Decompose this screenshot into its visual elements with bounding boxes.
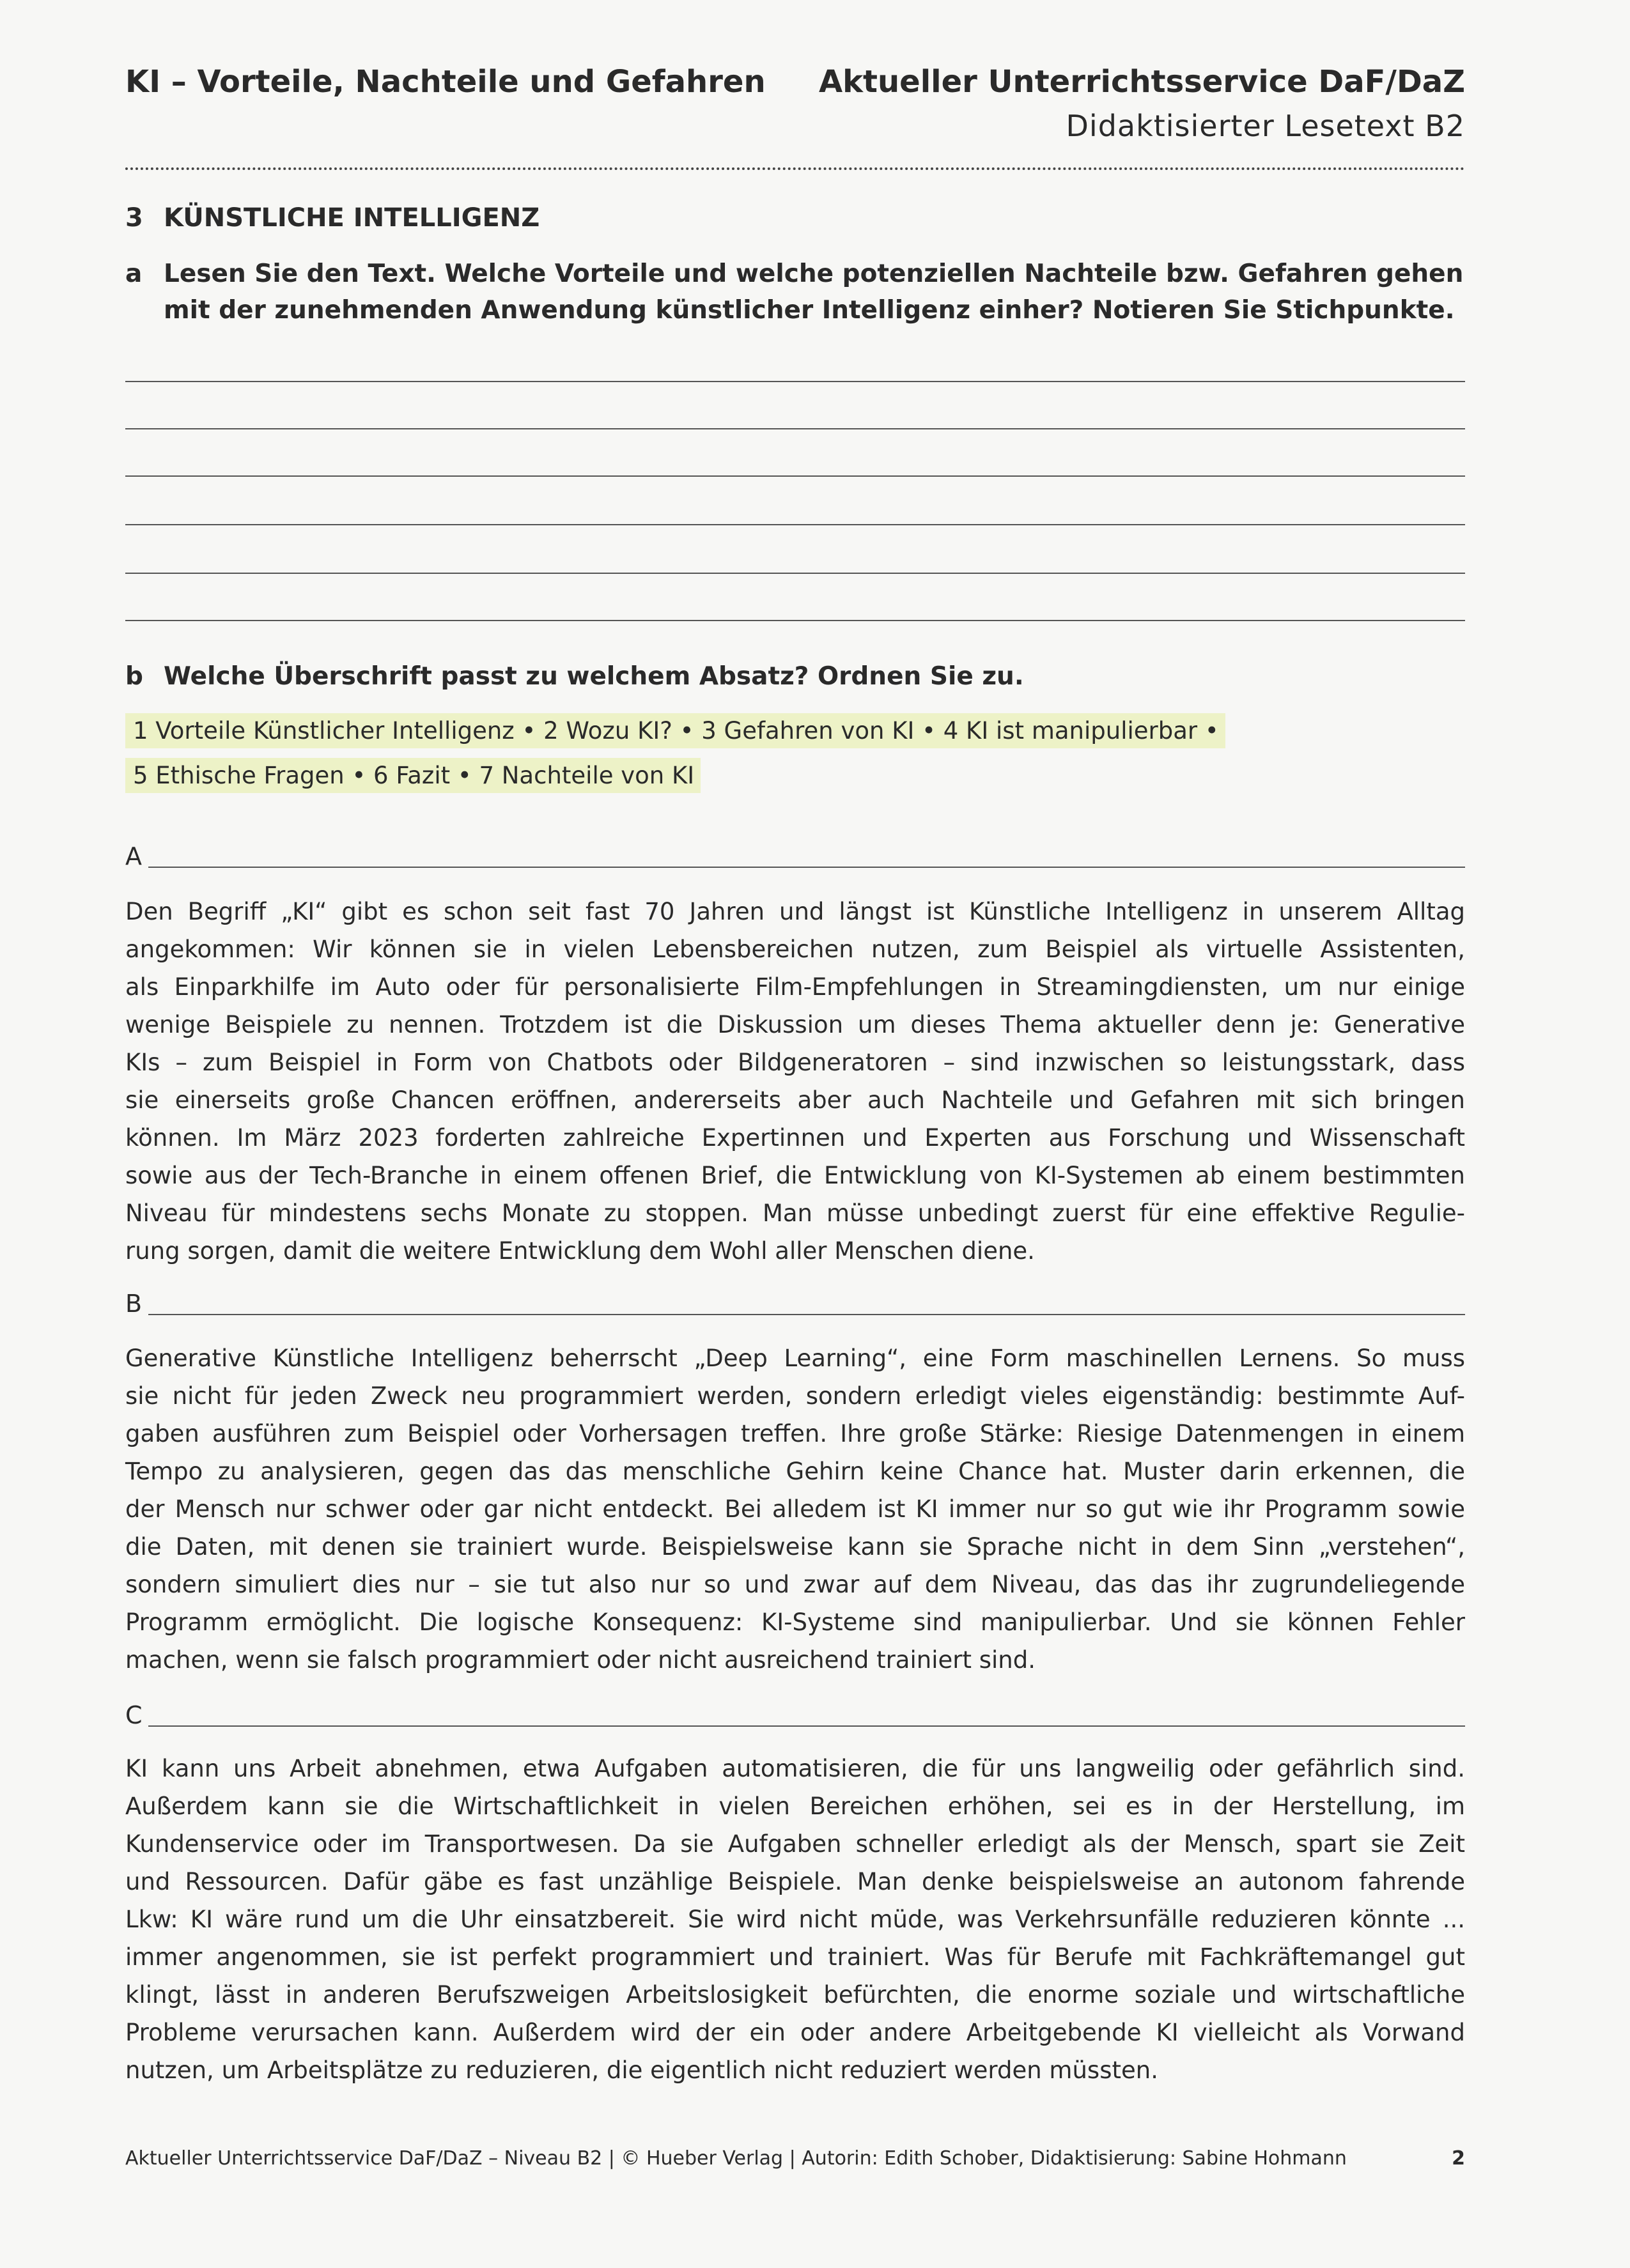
task-b-instruction: Welche Überschrift passt zu welchem Absatz? Ordnen Sie zu. (164, 662, 1024, 691)
text-line: der Mensch nur schwer oder gar nicht entdeckt. Bei alledem ist KI immer nur so gut wie ihr Programm sowie (125, 1495, 1465, 1523)
document-subtitle: Didaktisierter Lesetext B2 (1066, 109, 1465, 143)
notes-line[interactable] (125, 428, 1465, 429)
document-title: KI – Vorteile, Nachteile und Gefahren (125, 64, 766, 100)
notes-line[interactable] (125, 524, 1465, 525)
notes-line[interactable] (125, 620, 1465, 621)
text-line: sondern simuliert dies nur – sie tut also nur so und zwar auf dem Niveau, das das ihr zugrundeliegende (125, 1571, 1465, 1598)
text-line: Kundenservice oder im Transportwesen. Da sie Aufgaben schneller erledigt als der Mensch, spart sie Zeit (125, 1830, 1465, 1858)
task-a-instruction: Lesen Sie den Text. Welche Vorteile und welche potenziellen Nachteile bzw. Gefahren gehen mit der zunehmenden Anwendung künstlicher Intelligenz einher? Notieren Sie Stichpunkte. (164, 259, 1464, 325)
section-heading (125, 203, 539, 233)
notes-line[interactable] (125, 573, 1465, 574)
section-number: 3 (125, 203, 143, 233)
task-a (125, 256, 1468, 328)
section-title: KÜNSTLICHE INTELLIGENZ (164, 203, 540, 233)
headings-highlight: 1 Vorteile Künstlicher Intelligenz • 2 Wozu KI? • 3 Gefahren von KI • 4 KI ist manipulierbar • (125, 713, 1225, 748)
task-a-label: a (125, 259, 143, 288)
paragraph-a-heading-line[interactable] (148, 867, 1465, 868)
text-line: und Ressourcen. Dafür gäbe es fast unzählige Beispiele. Man denke beispielsweise an autonom fahrende (125, 1868, 1465, 1895)
text-line: Probleme verursachen kann. Außerdem wird der ein oder andere Arbeitgebende KI vielleicht als Vorwand (125, 2019, 1465, 2046)
text-line: KI kann uns Arbeit abnehmen, etwa Aufgaben automatisieren, die für uns langweilig oder gefährlich sind. (125, 1755, 1465, 1782)
text-line: gaben ausführen zum Beispiel oder Vorhersagen treffen. Ihre große Stärke: Riesige Datenmengen in einem (125, 1420, 1465, 1447)
paragraph-b-label: B (125, 1290, 143, 1318)
task-b (125, 658, 1468, 695)
text-line: Den Begriff „KI“ gibt es schon seit fast 70 Jahren und längst ist Künstliche Intelligenz in unserem Alltag (125, 898, 1465, 925)
notes-line[interactable] (125, 381, 1465, 382)
paragraph-b-heading-line[interactable] (148, 1314, 1465, 1315)
paragraph-a-label: A (125, 842, 142, 870)
text-line: rung sorgen, damit die weitere Entwicklung dem Wohl aller Menschen diene. (125, 1237, 1035, 1265)
headings-highlight: 5 Ethische Fragen • 6 Fazit • 7 Nachteile von KI (125, 758, 701, 793)
page-number: 2 (1452, 2147, 1465, 2170)
text-line: Programm ermöglicht. Die logische Konsequenz: KI-Systeme sind manipulierbar. Und sie können Fehler (125, 1608, 1465, 1636)
task-b-label: b (125, 662, 143, 691)
paragraph-c-text (125, 1750, 1465, 2089)
text-line: wenige Beispiele zu nennen. Trotzdem ist die Diskussion um dieses Thema aktueller denn je: Generative (125, 1011, 1465, 1038)
text-line: sowie aus der Tech-Branche in einem offenen Brief, die Entwicklung von KI-Systemen ab einem bestimmten (125, 1162, 1465, 1189)
text-line: Tempo zu analysieren, gegen das das menschliche Gehirn keine Chance hat. Muster darin erkennen, die (125, 1458, 1465, 1485)
text-line: immer angenommen, sie ist perfekt programmiert und trainiert. Was für Berufe mit Fachkräftemangel gut (125, 1943, 1465, 1971)
text-line: Außerdem kann sie die Wirtschaftlichkeit in vielen Bereichen erhöhen, sei es in der Herstellung, im (125, 1793, 1465, 1820)
paragraph-b-text (125, 1339, 1465, 1679)
text-line: sie nicht für jeden Zweck neu programmiert werden, sondern erledigt vieles eigenständig: bestimmte Auf- (125, 1382, 1465, 1410)
text-line: sie einerseits große Chancen eröffnen, andererseits aber auch Nachteile und Gefahren mit sich bringen (125, 1086, 1465, 1114)
paragraph-a-text (125, 893, 1465, 1270)
text-line: machen, wenn sie falsch programmiert oder nicht ausreichend trainiert sind. (125, 1646, 1036, 1674)
paragraph-c-label: C (125, 1701, 143, 1729)
text-line: die Daten, mit denen sie trainiert wurde. Beispielsweise kann sie Sprache nicht in dem Sinn „verstehen“, (125, 1533, 1465, 1561)
text-line: angekommen: Wir können sie in vielen Lebensbereichen nutzen, zum Beispiel als virtuelle Assistenten, (125, 936, 1465, 963)
headings-list-line-1 (125, 708, 1225, 754)
publisher-series: Aktueller Unterrichtsservice DaF/DaZ (818, 64, 1465, 100)
text-line: KIs – zum Beispiel in Form von Chatbots oder Bildgeneratoren – sind inzwischen so leistungsstark, dass (125, 1049, 1465, 1076)
text-line: Lkw: KI wäre rund um die Uhr einsatzbereit. Sie wird nicht müde, was Verkehrsunfälle reduzieren könnte ... (125, 1906, 1465, 1933)
text-line: als Einparkhilfe im Auto oder für personalisierte Film-Empfehlungen in Streamingdiensten, um nur einige (125, 973, 1465, 1001)
header-divider (125, 167, 1465, 170)
footer-credits: Aktueller Unterrichtsservice DaF/DaZ – Niveau B2 | © Hueber Verlag | Autorin: Edith Schober, Didaktisierung: Sabine Hohmann (125, 2147, 1347, 2170)
text-line: Niveau für mindestens sechs Monate zu stoppen. Man müsse unbedingt zuerst für eine effektive Regulie- (125, 1200, 1465, 1227)
text-line: nutzen, um Arbeitsplätze zu reduzieren, die eigentlich nicht reduziert werden müssten. (125, 2056, 1158, 2084)
text-line: Generative Künstliche Intelligenz beherrscht „Deep Learning“, eine Form maschinellen Lernens. So muss (125, 1345, 1465, 1372)
text-line: klingt, lässt in anderen Berufszweigen Arbeitslosigkeit befürchten, die enorme soziale und wirtschaftliche (125, 1981, 1465, 2009)
paragraph-c-heading-line[interactable] (148, 1725, 1465, 1727)
text-line: können. Im März 2023 forderten zahlreiche Expertinnen und Experten aus Forschung und Wissenschaft (125, 1124, 1465, 1152)
headings-list-line-2 (125, 753, 701, 799)
notes-line[interactable] (125, 475, 1465, 477)
